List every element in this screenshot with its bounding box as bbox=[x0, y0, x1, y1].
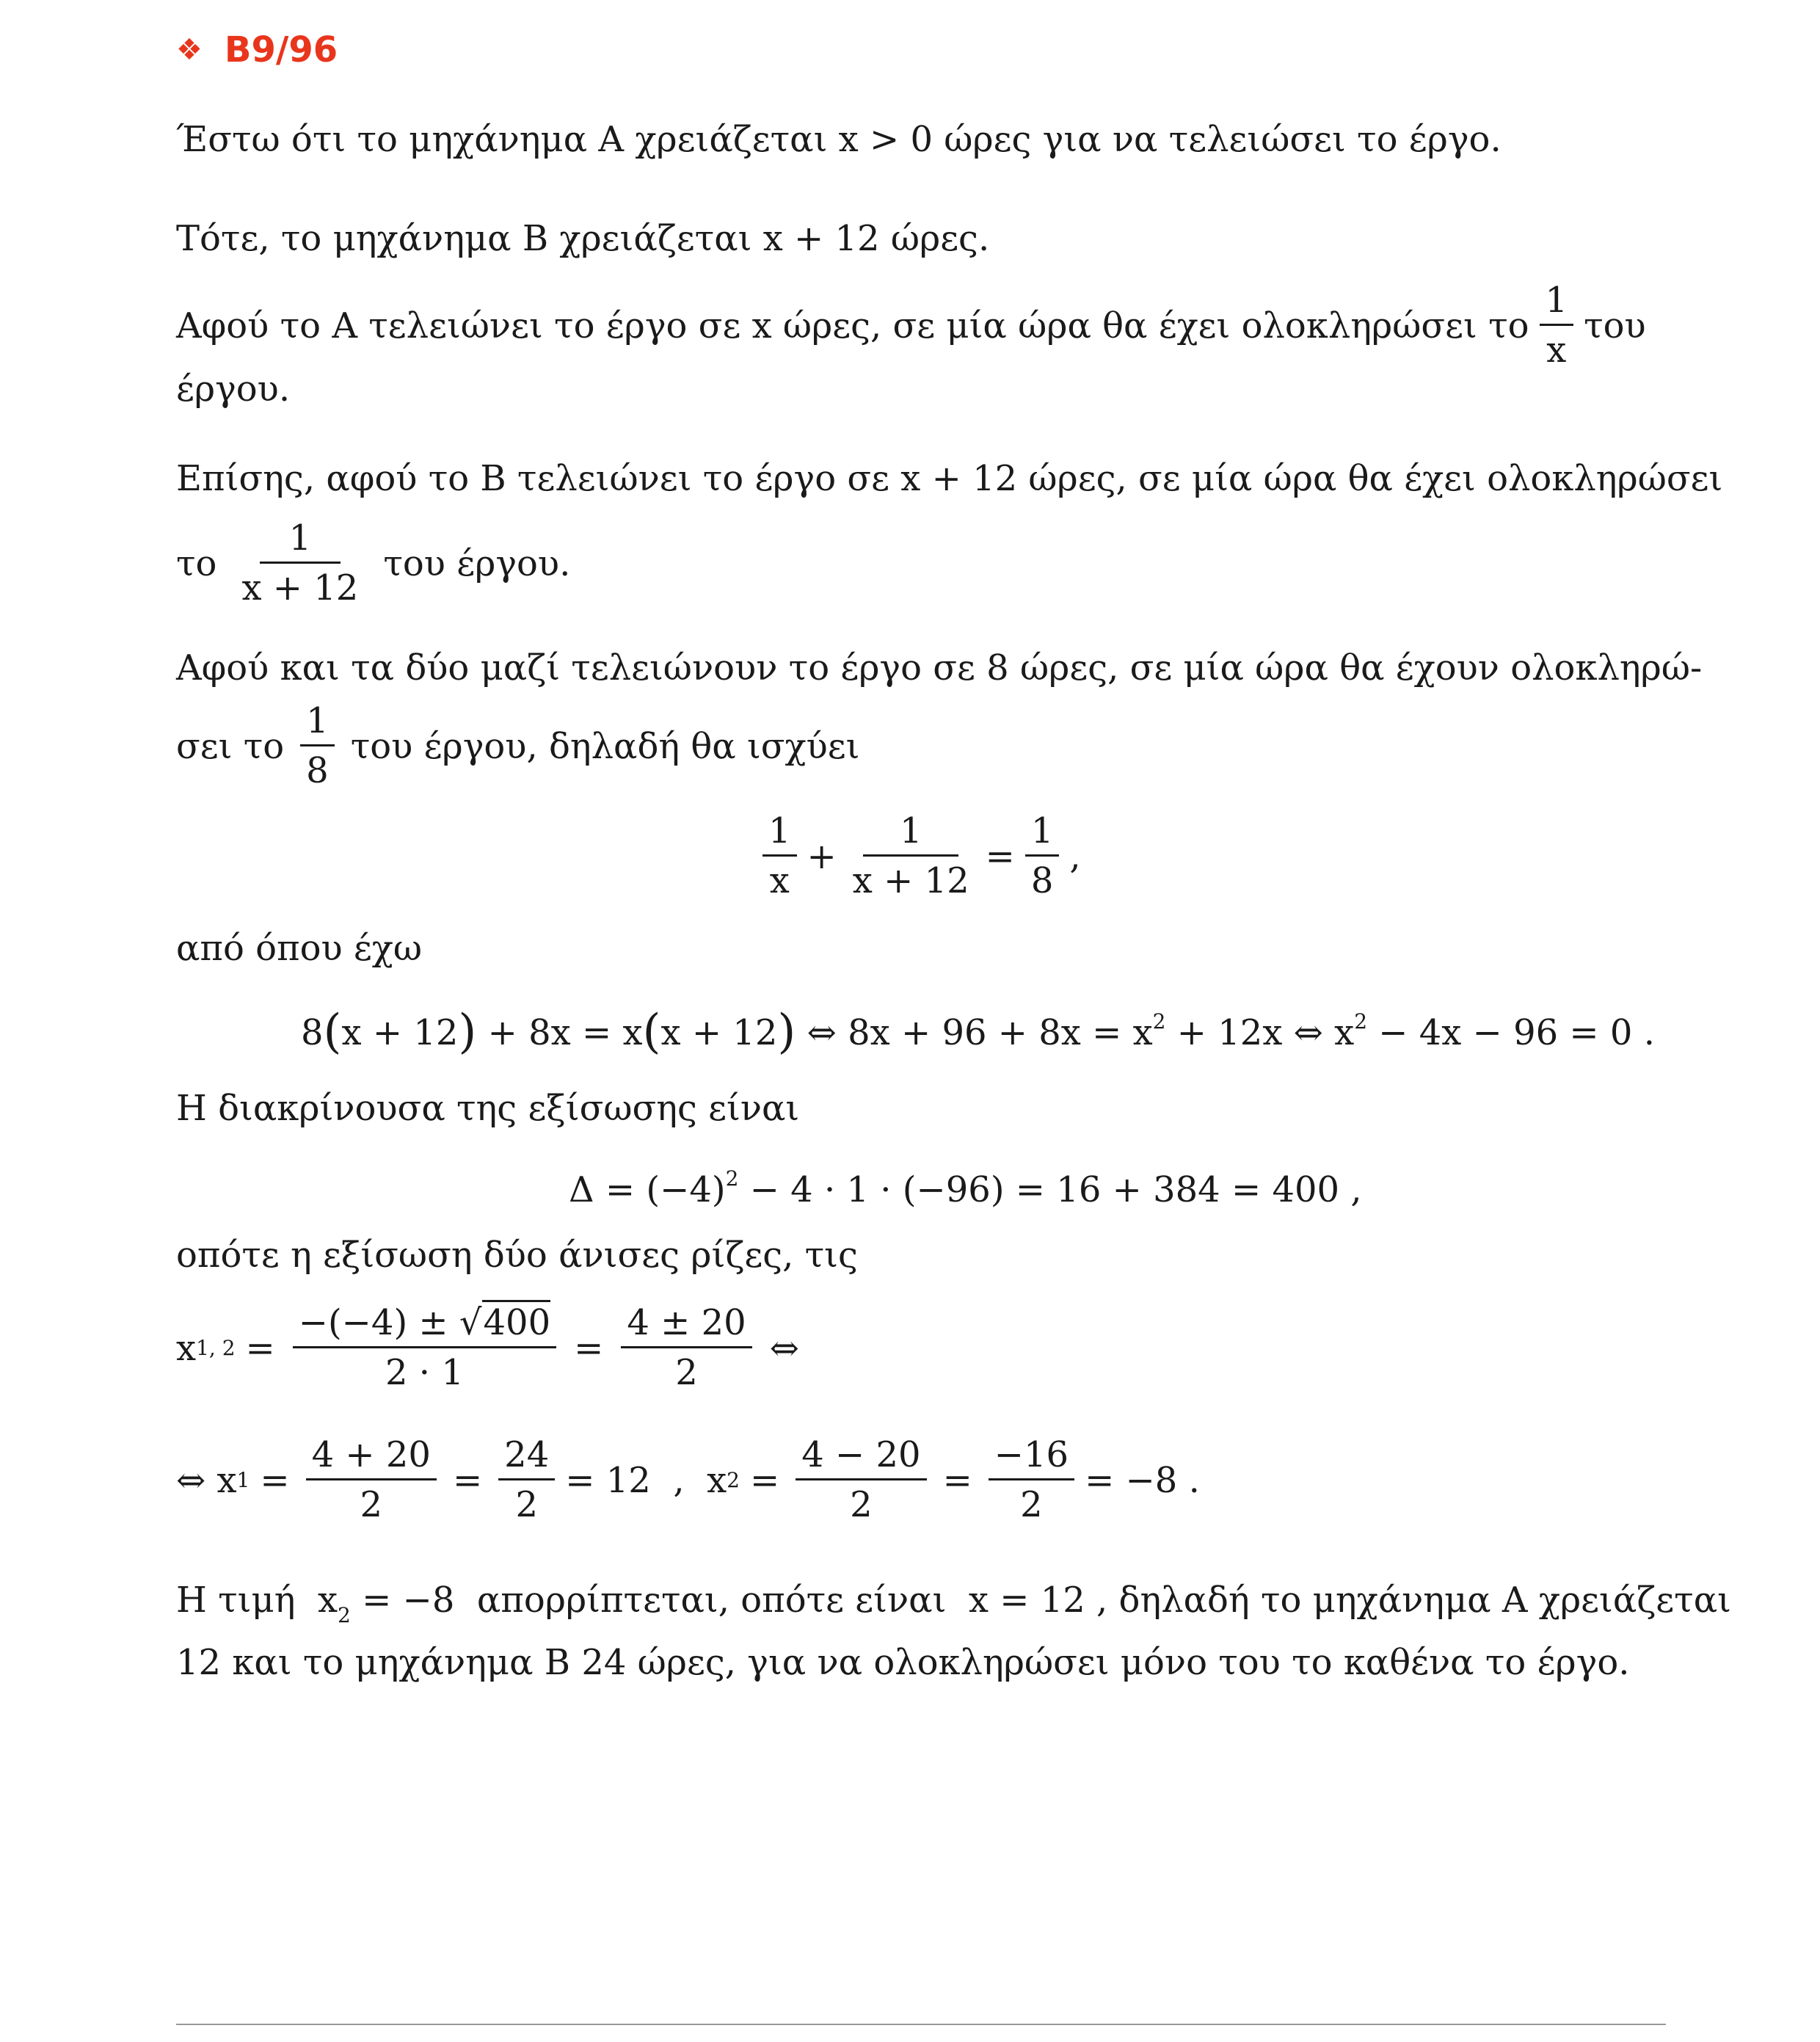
equation-roots-formula: x 1, 2 = $\frac{-(-4) \pm √400}{2 \cdot 1}$ = $\frac{4 \pm 20}{2}$ ⇔ bbox=[176, 1303, 799, 1393]
fraction-1-over-x: $\frac{1}{x}$ bbox=[1540, 280, 1574, 371]
equation-expansion: 8(x + 12) + 8x = x(x + 12) ⇔ $8x + 96 + 8x = x^2 + 12x$ ⇔ $x^2 - 4x - 96 = 0$ . bbox=[301, 1005, 1655, 1059]
paragraph-5: Αφού και τα δύο μαζί τελειώνουν το έργο σε 8 ώρες, σε μία ώρα θα έχουν ολοκληρώ- bbox=[176, 647, 1703, 688]
paragraph-10: 12 και το μηχάνημα Β 24 ώρες, για να ολοκληρώσει μόνο του το καθένα το έργο. bbox=[176, 1642, 1630, 1683]
paragraph-8: οπότε η εξίσωση δύο άνισες ρίζες, τις bbox=[176, 1235, 858, 1276]
equation-sum-of-rates: $\frac{1}{x}$ + $\frac{1}{x + 12}$ = $\frac{1}{8}$ , bbox=[752, 811, 1081, 901]
paragraph-5-cont: σει το $\frac{1}{8}$ του έργου, δηλαδή θα ισχύει bbox=[176, 700, 860, 792]
paragraph-7: Η διακρίνουσα της εξίσωσης είναι bbox=[176, 1088, 800, 1129]
paragraph-1: Έστω ότι το μηχάνημα Α χρειάζεται x > 0 ώρες για να τελειώσει το έργο. bbox=[176, 119, 1502, 160]
fraction-1-over-x-plus-12: $\frac{1}{x + 12}$ bbox=[241, 517, 359, 609]
equation-discriminant: $\Delta = (-4)^2 - 4 \cdot 1 \cdot (-96) = 16 + 384 = 400$ , bbox=[569, 1166, 1362, 1210]
paragraph-2: Τότε, το μηχάνημα Β χρειάζεται x + 12 ώρες. bbox=[176, 218, 990, 259]
equation-roots-values: ⇔ x 1 = $\frac{4 + 20}{2}$ = $\frac{24}{2}$ = 12 , x 2 = $\frac{4 - 20}{2}$ = $\frac{-16}{2}$ = −8 . bbox=[176, 1434, 1200, 1526]
fraction-1-over-8: $\frac{1}{8}$ bbox=[300, 701, 335, 791]
paragraph-4: Επίσης, αφού το Β τελειώνει το έργο σε x + 12 ώρες, σε μία ώρα θα έχει ολοκληρώσει bbox=[176, 458, 1723, 499]
paragraph-3: Αφού το Α τελειώνει το έργο σε x ώρες, σε μία ώρα θα έχει ολοκληρώσει το $\frac{1}{x}$ του bbox=[176, 280, 1646, 371]
diamond-bullet-icon: ❖ bbox=[176, 33, 203, 67]
paragraph-9: Η τιμή $x_2 = -8$ απορρίπτεται, οπότε είναι x = 12 , δηλαδή το μηχάνημα Α χρειάζεται bbox=[176, 1580, 1731, 1627]
footer-divider bbox=[176, 2024, 1666, 2025]
paragraph-3-cont: έργου. bbox=[176, 368, 291, 410]
paragraph-4-cont: το $\frac{1}{x + 12}$ του έργου. bbox=[176, 517, 571, 609]
exercise-title bbox=[176, 29, 338, 70]
exercise-code: B9/96 bbox=[224, 29, 338, 70]
paragraph-6: από όπου έχω bbox=[176, 928, 422, 969]
